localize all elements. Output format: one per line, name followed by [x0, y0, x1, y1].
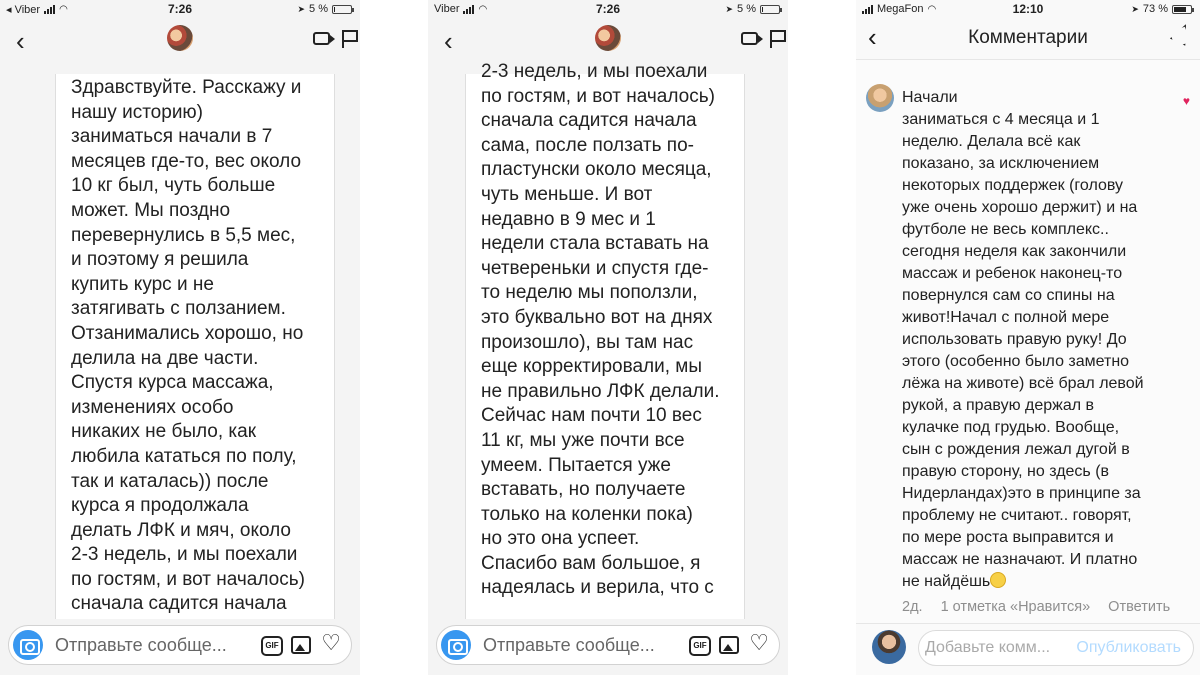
- comments-header: [856, 18, 1200, 60]
- reply-button[interactable]: Ответить: [1108, 599, 1171, 615]
- avatar[interactable]: [595, 25, 621, 51]
- chat-screen-2: [428, 0, 788, 675]
- heart-icon[interactable]: ♡: [749, 630, 769, 655]
- gallery-icon[interactable]: [291, 636, 311, 654]
- wifi-icon: ◠: [59, 4, 68, 15]
- video-call-icon[interactable]: [741, 32, 758, 45]
- status-bar: [428, 0, 788, 18]
- flag-icon[interactable]: [770, 30, 784, 48]
- message-text: 2-3 недель, и мы поехали по гостям, и вот началось) сначала садится начала сама, после ползать по- пластунски около месяца, чуть меньше. И вот недавно в 9 мес и 1 недели стала вставать на четвереньки и спустя где- то неделю мы поползли, это буквально вот на днях произошло), вы там нас еще корректировали, мы не правильно ЛФК делали. Сейчас нам почти 10 вес 11 кг, мы уже почти все умеем. Пытается уже вставать, но получаете только на коленки пока) но это она успеет. Спасибо вам большое, я надеялась и верила, что с: [481, 61, 720, 599]
- message-bubble: [55, 74, 335, 619]
- status-bar: [0, 0, 360, 18]
- page-title: Комментарии: [968, 27, 1088, 48]
- message-composer: [436, 625, 780, 665]
- message-input[interactable]: [483, 626, 683, 664]
- avatar: [872, 630, 906, 664]
- comment-time: 2д.: [902, 599, 923, 615]
- video-call-icon[interactable]: [313, 32, 330, 45]
- battery-percent: 5 %: [737, 3, 756, 15]
- chat-screen-1: [0, 0, 360, 675]
- like-heart-icon[interactable]: ♥: [1182, 94, 1190, 108]
- back-chevron-icon[interactable]: ‹: [868, 22, 877, 52]
- gallery-icon[interactable]: [719, 636, 739, 654]
- back-to-app-label[interactable]: ◂ Viber: [6, 4, 41, 16]
- slightly-frowning-emoji-icon: [990, 572, 1006, 588]
- camera-icon[interactable]: [441, 630, 471, 660]
- comment-input[interactable]: [925, 631, 1075, 665]
- status-time: 7:26: [167, 2, 193, 16]
- comments-list: [856, 60, 1200, 623]
- flag-icon[interactable]: [342, 30, 356, 48]
- message-bubble: [465, 61, 745, 619]
- message-composer: [8, 625, 352, 665]
- avatar[interactable]: [167, 25, 193, 51]
- wifi-icon: ◠: [927, 3, 937, 15]
- chat-header: [0, 18, 360, 74]
- heart-icon[interactable]: ♡: [321, 630, 341, 655]
- back-to-app-label[interactable]: Viber: [434, 3, 460, 15]
- message-text: Здравствуйте. Расскажу и нашу историю) заниматься начали в 7 месяцев где-то, вес около 10 кг был, чуть больше может. Мы поздно перевернулись в 5,5 мес, и поэтому я решила купить курс и не затягивать с ползанием. Отзанимались хорошо, но делила на две части. Спустя курса массажа, изменениях особо никаких не было, как любила кататься по полу, так и каталась)) после курса я продолжала делать ЛФК и мяч, около 2-3 недель, и мы поехали по гостям, и вот началось) сначала садится начала: [71, 77, 305, 615]
- battery-icon: [1172, 5, 1192, 14]
- battery-percent: 5 %: [309, 3, 328, 15]
- back-chevron-icon[interactable]: ‹: [16, 26, 25, 56]
- message-input[interactable]: [55, 626, 255, 664]
- comments-screen: [856, 0, 1200, 675]
- status-time: 7:26: [595, 2, 621, 16]
- camera-icon[interactable]: [13, 630, 43, 660]
- publish-button[interactable]: Опубликовать: [1076, 639, 1181, 656]
- comment-input-wrapper: [918, 630, 1194, 666]
- status-bar: [856, 0, 1200, 18]
- commenter-avatar[interactable]: [866, 84, 894, 112]
- gif-icon[interactable]: GIF: [689, 636, 711, 656]
- wifi-icon: ◠: [478, 3, 488, 15]
- likes-count-link[interactable]: 1 отметка «Нравится»: [940, 599, 1091, 615]
- location-icon: ➤: [297, 3, 306, 14]
- battery-icon: [332, 5, 352, 14]
- location-icon: ➤: [1131, 3, 1139, 14]
- back-chevron-icon[interactable]: ‹: [444, 26, 453, 56]
- comment-meta: [902, 599, 1194, 615]
- location-icon: ➤: [725, 3, 734, 14]
- status-time: 12:10: [1012, 2, 1044, 16]
- battery-percent: 73 %: [1142, 3, 1168, 15]
- battery-icon: [760, 5, 780, 14]
- comment-text: Начали заниматься с 4 месяца и 1 неделю. Делала всё как показано, за исключением некоторых поддержек (голову уже очень хорошо держит) и на футболе не весь комплекс.. сегодня неделя как закончили массаж и ребенок наконец-то повернулся сам со спины на живот!Начал с полной мере использовать правую руку! До этого (особенно было заметно лёжа на животе) всё брал левой рукой, а правую держал в кулачке под грудью. Вообще, сын с рождения лежал дугой в правую сторону, но здесь (в Нидерландах)это в принципе за проблему не считают.. говорят, по мере роста выправится и массаж не назначают. И платно не найдёшь: [902, 89, 1144, 590]
- carrier-label: MegaFon: [877, 3, 924, 15]
- comment-composer: [856, 623, 1200, 675]
- gif-icon[interactable]: GIF: [261, 636, 283, 656]
